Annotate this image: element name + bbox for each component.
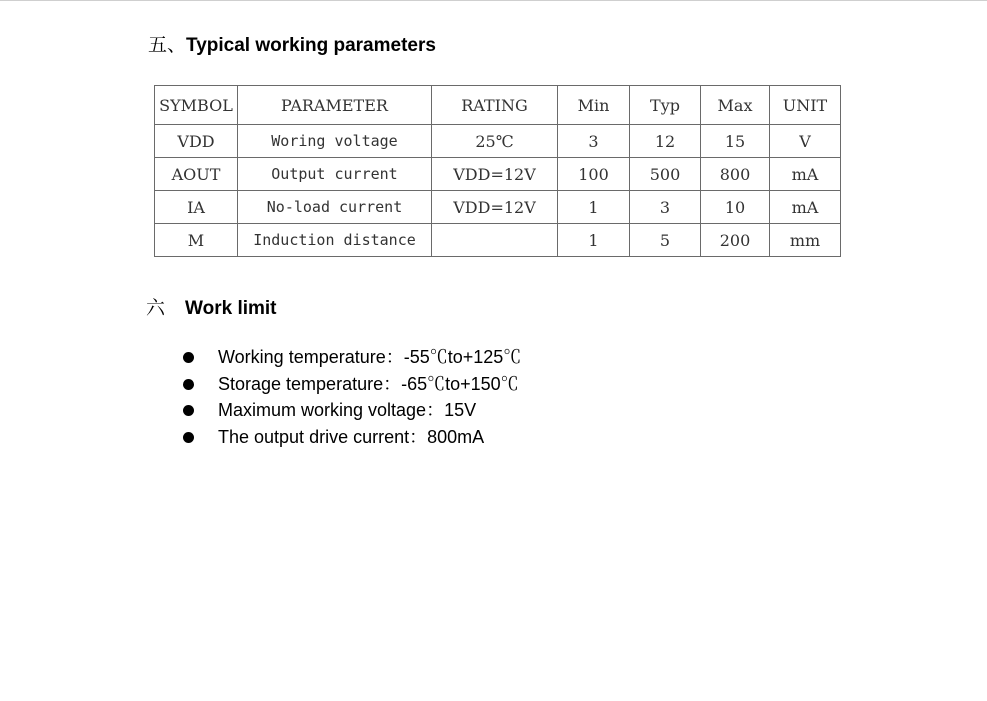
header-rating: RATING <box>432 86 558 125</box>
cell-typ: 5 <box>630 224 701 257</box>
bullet-icon <box>183 352 194 363</box>
header-symbol: SYMBOL <box>155 86 238 125</box>
table-row <box>155 158 841 191</box>
cell-symbol: M <box>155 224 238 257</box>
list-item <box>183 424 521 451</box>
cell-min: 3 <box>558 125 630 158</box>
list-item <box>183 344 521 371</box>
header-max: Max <box>701 86 770 125</box>
cell-max: 15 <box>701 125 770 158</box>
cell-parameter: Woring voltage <box>238 125 432 158</box>
table-row <box>155 191 841 224</box>
list-item-text: Maximum working voltage：15V <box>218 400 477 420</box>
list-item <box>183 371 521 398</box>
section-heading-typical-parameters <box>148 30 436 57</box>
cell-unit: V <box>770 125 841 158</box>
cell-min: 1 <box>558 224 630 257</box>
top-divider <box>0 0 987 1</box>
cell-symbol: VDD <box>155 125 238 158</box>
list-item <box>183 397 521 424</box>
table-row <box>155 224 841 257</box>
list-item-text: The output drive current：800mA <box>218 426 485 447</box>
section-heading-work-limit <box>146 293 277 320</box>
list-item-text: Working temperature：-55℃to+125℃ <box>218 347 522 367</box>
header-typ: Typ <box>630 86 701 125</box>
bullet-icon <box>183 405 194 416</box>
section-number: 五、 <box>148 35 187 56</box>
cell-max: 200 <box>701 224 770 257</box>
cell-rating: VDD=12V <box>432 191 558 224</box>
cell-parameter: No-load current <box>238 191 432 224</box>
section-title: Typical working parameters <box>186 35 436 56</box>
cell-symbol: AOUT <box>155 158 238 191</box>
cell-typ: 12 <box>630 125 701 158</box>
cell-rating: VDD=12V <box>432 158 558 191</box>
cell-unit: mA <box>770 158 841 191</box>
table-header-row <box>155 86 841 125</box>
parameters-table <box>154 85 841 257</box>
section-number: 六 <box>146 298 166 319</box>
cell-max: 800 <box>701 158 770 191</box>
cell-min: 100 <box>558 158 630 191</box>
cell-max: 10 <box>701 191 770 224</box>
work-limit-list <box>183 344 521 450</box>
cell-rating <box>432 224 558 257</box>
cell-rating: 25℃ <box>432 125 558 158</box>
cell-parameter: Output current <box>238 158 432 191</box>
section-title: Work limit <box>185 298 277 319</box>
bullet-icon <box>183 379 194 390</box>
header-min: Min <box>558 86 630 125</box>
table-row <box>155 125 841 158</box>
cell-typ: 3 <box>630 191 701 224</box>
cell-unit: mm <box>770 224 841 257</box>
cell-symbol: IA <box>155 191 238 224</box>
header-unit: UNIT <box>770 86 841 125</box>
bullet-icon <box>183 432 194 443</box>
cell-typ: 500 <box>630 158 701 191</box>
cell-min: 1 <box>558 191 630 224</box>
list-item-text: Storage temperature：-65℃to+150℃ <box>218 373 519 394</box>
cell-unit: mA <box>770 191 841 224</box>
cell-parameter: Induction distance <box>238 224 432 257</box>
header-parameter: PARAMETER <box>238 86 432 125</box>
